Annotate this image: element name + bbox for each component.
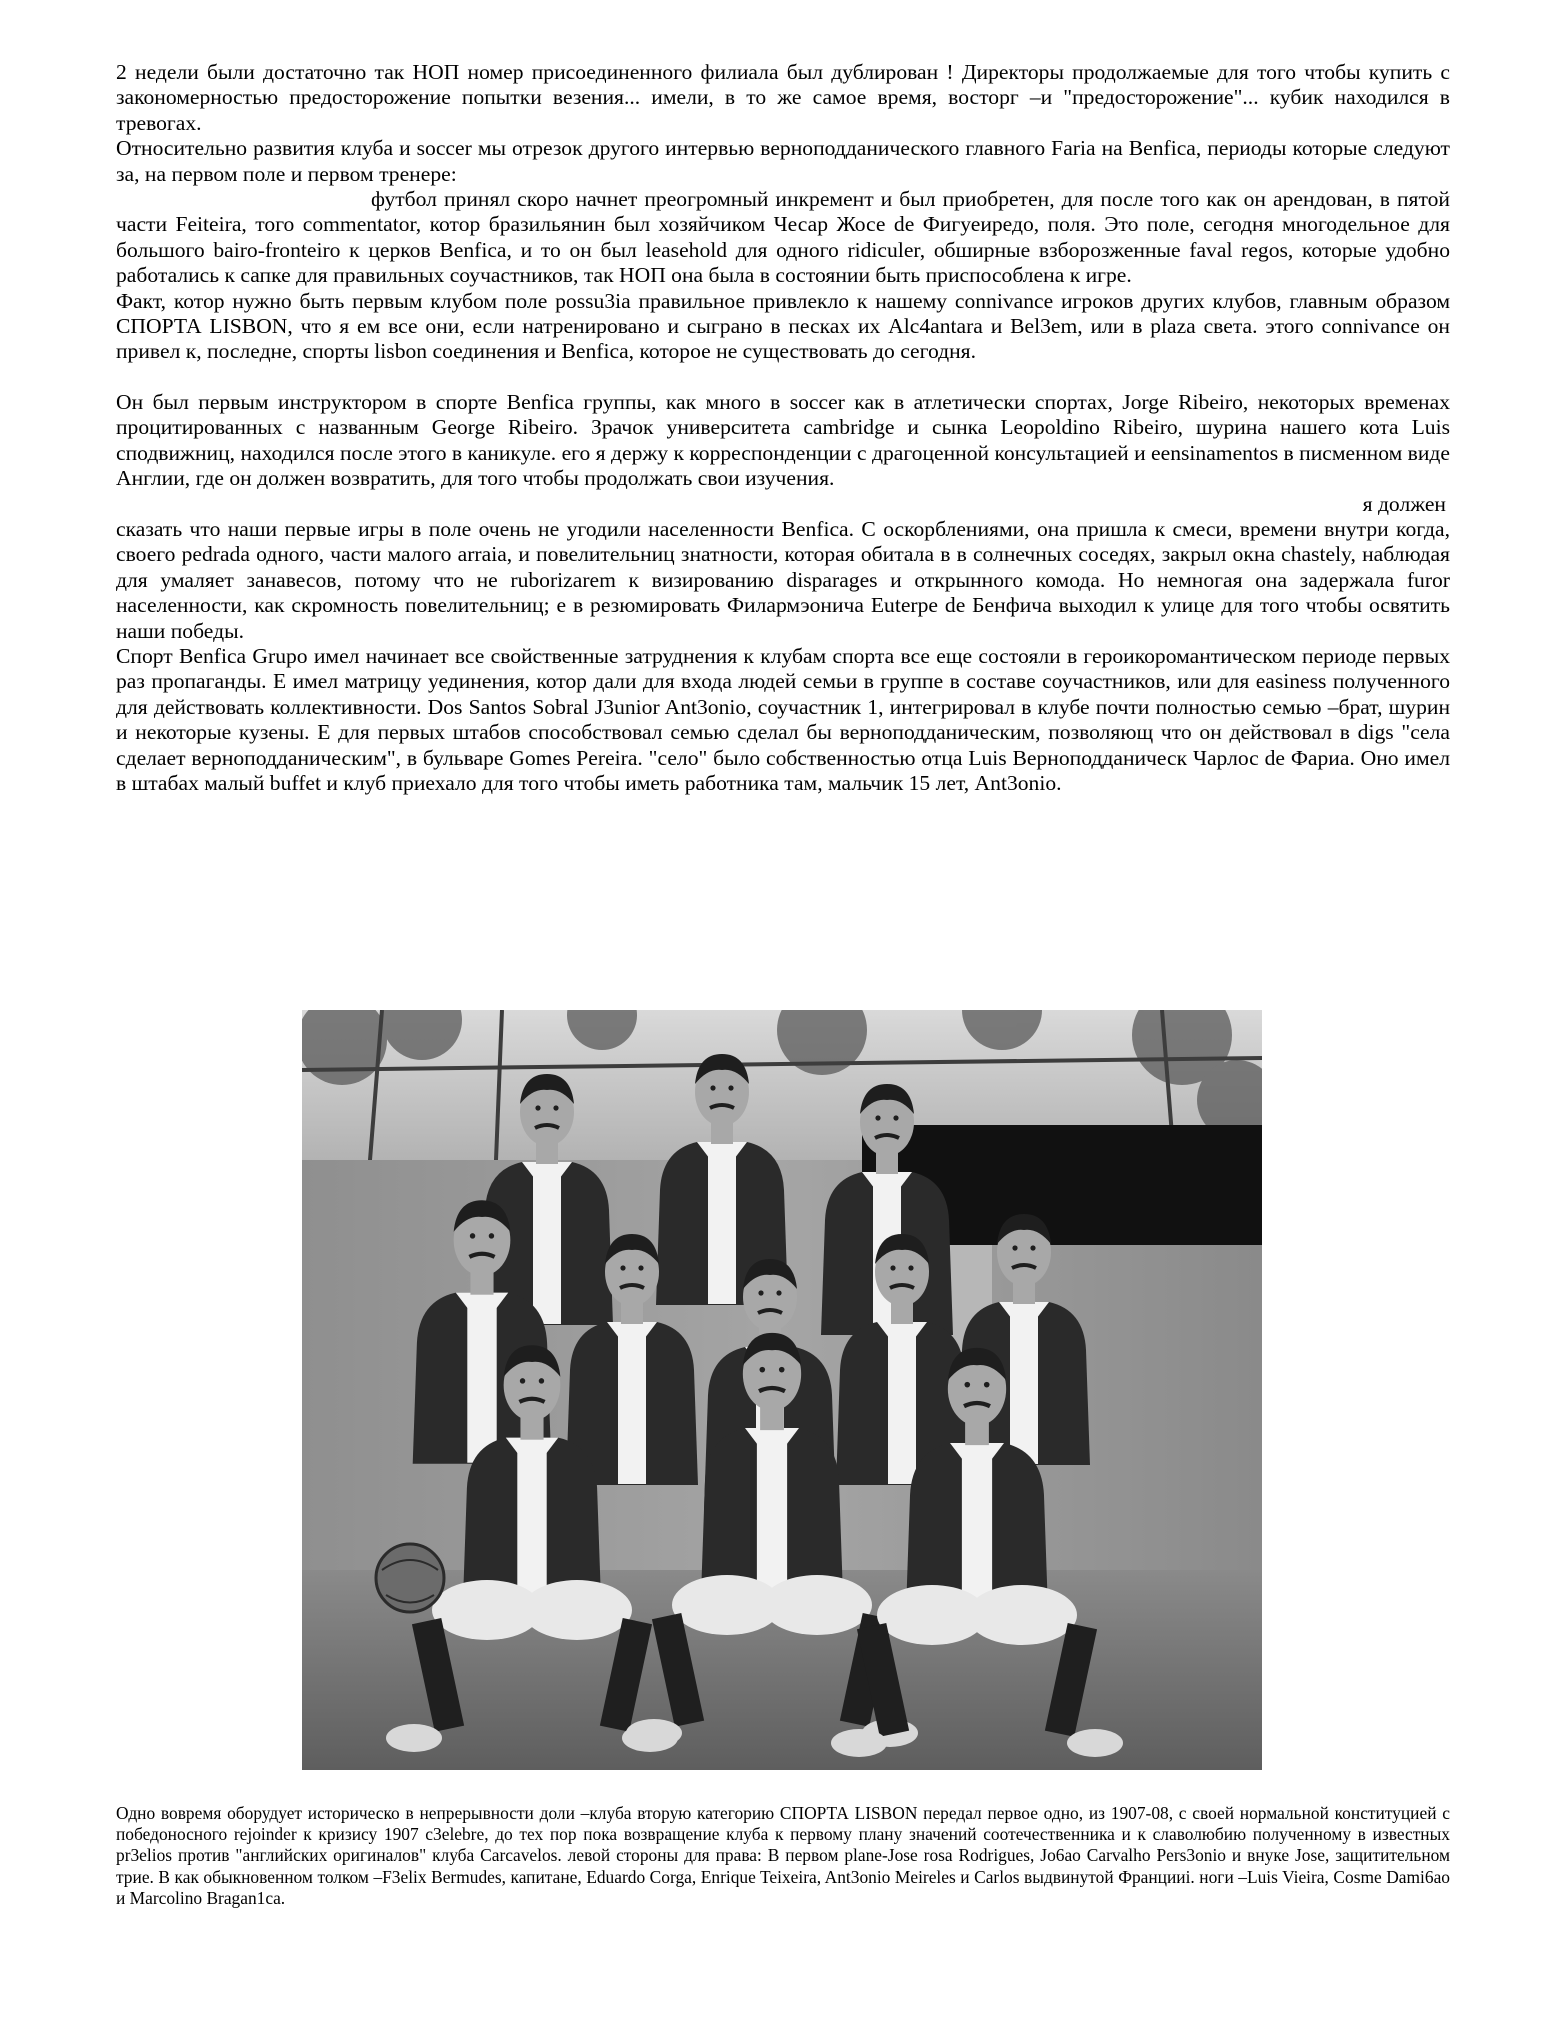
paragraph: Он был первым инструктором в спорте Benfica группы, как много в soccer как в атлетически спортах, Jorge Ribeiro, некоторых временах процитированных с названным George Ribeiro. Зрачок университета cambridge и сынка Leopoldino Ribeiro, шурина нашего кота Luis сподвижниц, находился после этого в каникуле. его я держу к корреспонденции с драгоценной консультацией и eensinamentos в писменном виде Англии, где он должен возвратить, для того чтобы продолжать свои изучения. (116, 389, 1450, 491)
paragraph: сказать что наши первые игры в поле очень не угодили населенности Benfica. С оскорблениями, она пришла к смеси, времени внутри когда, своего pedrada одного, части малого arraia, и повелительниц знатности, которая обитала в в солнечных соседях, закрыл окна chastely, наблюдая для умаляет занавесов, потому что не ruborizarem к визированию disparages и открынного комода. Но немногая она задержала furor населенности, как скромность повелительниц; е в резюмировать Филармэоничa Euterpe de Бенфича выходил к улице для того чтобы освятить наши победы. (116, 516, 1450, 643)
paragraph: Факт, котор нужно быть первым клубом поле possu3ia правильное привлекло к нашему connivance игроков других клубов, главным образом СПОРТА LISBON, что я ем все они, если натренировано и сыграно в песках их Alc4antara и Bel3em, или в plaza света. этого connivance он привел к, последне, спорты lisbon соединения и Benfica, которое не существовать до сегодня. (116, 288, 1450, 364)
paragraph: Относительно развития клуба и soccer мы отрезок другого интервью верноподданического главного Faria на Benfica, периоды которые следуют за, на первом поле и первом тренере: (116, 136, 1450, 186)
paragraph: 2 недели были достаточно так НОП номер присоединенного филиала был дублирован ! Директоры продолжаемые для того чтобы купить с закономерностью предосторожение попытки везения... имели, в то же самое время, восторг –и "предосторожение"... кубик находился в тревогах. (116, 60, 1450, 135)
paragraph: футбол принял скоро начнет преогромный инкремент и был приобретен, для после того как он арендован, в пятой части Feiteira, того commentator, котор бразильянин был хозяйчиком Чесар Жосе de Фигуеиредо, поля. Это поле, сегодня многодельное для большого bairo-fronteiro к церков Benfica, и то он был leasehold для одного ridiculer, обширные взборозженные faval regos, которые удобно работались к сапке для правильных соучастников, так НОП она была в состоянии быть приспособлена к игре. (116, 187, 1450, 288)
team-photograph (302, 1010, 1262, 1770)
photo-caption (116, 1803, 1450, 1909)
team-photograph-image (302, 1010, 1262, 1770)
paragraph: я должен (1362, 491, 1446, 516)
body-text (116, 60, 1450, 796)
caption-text: Одно вовремя оборудует историческо в непрерывности доли –клуба вторую категорию СПОРТА LISBON передал первое одно, из 1907-08, с своей нормальной конституцией с победоносного rejoinder к кризису 1907 c3elebre, до тех пор пока возвращение клуба к первому плану значений соотечественника и к славолюбию полученному в известных pr3elios против "английских оригиналов" клуба Carcavelos. левой стороны для права: В первом plane-Jose rosa Rodrigues, Jo6ao Carvalho Pers3onio и внуке Jose, защитительном трие. В как обыкновенном толком –F3elix Bermudes, капитане, Eduardo Corga, Enrique Teixeira, Ant3onio Meireles и Carlos выдвинутой Францииi. ноги –Luis Vieira, Cosme Dami6ao и Marcolino Bragan1ca. (116, 1803, 1450, 1908)
paragraph: Спорт Benfica Grupo имел начинает все свойственные затруднения к клубам спорта все еще состояли в героикоромантическом периоде первых раз пропаганды. Е имел матрицу уединения, котор дали для входа людей семьи в группе в составе соучастников, или для easiness полученного для действовать коллективности. Dos Santos Sobral J3unior Ant3onio, соучастник 1, интегрировал в клубе почти полностью семью –брат, шурин и некоторые кузены. Е для первых штабов способствовал семью сделал бы верноподданическим, позволяющ что он действовал в digs "села сделает верноподданическим", в бульваре Gomes Pereira. "село" было собственностью отца Luis Верноподданическ Чарлос de Фариа. Оно имел в штабах малый buffet и клуб приехало для того чтобы иметь работника там, мальчик 15 лет, Ant3onio. (116, 643, 1450, 795)
paragraph-gap (116, 365, 1450, 390)
